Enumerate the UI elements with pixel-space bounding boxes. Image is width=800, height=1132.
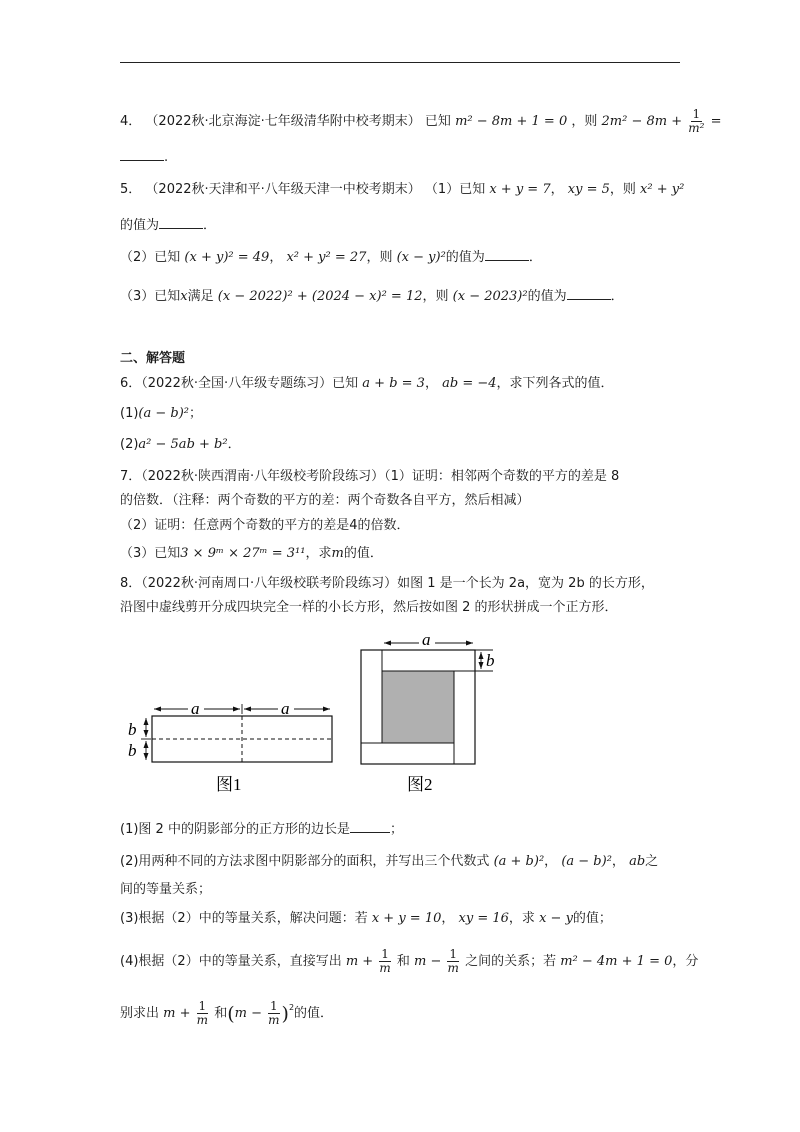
q5-p1-cond2: xy = 5 — [567, 182, 610, 197]
q8-p1-blank — [350, 818, 390, 833]
q5-p2-cond2: x² + y² = 27 — [286, 250, 367, 265]
q4-condition: m² − 8m + 1 = 0 — [455, 114, 568, 129]
q6-line1: 6．（2022秋·全国·八年级专题练习）已知 a + b = 3， ab = −4，求下列各式的值． — [120, 376, 614, 391]
q7-line2: 的倍数．（注释：两个奇数的平方的差：两个奇数各自平方，然后相减） — [120, 493, 530, 508]
q4-number: 4． — [120, 114, 142, 129]
q5-p3-cond: (x − 2022)² + (2024 − x)² = 12 — [217, 289, 423, 304]
fig2-shaded-square — [382, 671, 454, 743]
q8-part3: (3)根据（2）中的等量关系，解决问题：若 x + y = 10， xy = 16，求 x − y的值； — [120, 911, 612, 926]
q8-frac-3: $\frac{1}{m}$ — [196, 999, 209, 1027]
fig2-label-b: b — [486, 651, 495, 670]
q5-p1-cond1: x + y = 7 — [489, 182, 551, 197]
q8-part4: (4)根据（2）中的等量关系，直接写出 m + $\frac{1}{m}$ 和 m − $\frac{1}{m}$ 之间的关系；若 m² − 4m + 1 = 0，分 — [120, 947, 699, 975]
fig2-caption: 图2 — [407, 775, 433, 794]
q8-p3-target: x − y — [539, 911, 573, 926]
q5-p3-target: (x − 2023)² — [452, 289, 528, 304]
figure-1 — [120, 690, 350, 800]
figure-2 — [355, 630, 505, 800]
q7-part3: （3）已知3 × 9ᵐ × 27ᵐ = 3¹¹，求m的值． — [120, 546, 383, 561]
q8-part1: (1)图 2 中的阴影部分的正方形的边长是 ； — [120, 818, 403, 840]
q8-p3-cond1: x + y = 10 — [371, 911, 442, 926]
fig1-label-b-bottom: b — [128, 741, 137, 760]
q5-p1-blank — [159, 214, 203, 229]
q4-fraction: $\frac{1}{\text{m²}}$ — [688, 107, 705, 135]
q4-line2: . — [120, 146, 168, 168]
q5-p3-blank — [567, 285, 611, 300]
q5-p2-cond1: (x + y)² = 49 — [184, 250, 270, 265]
q7-source: （2022秋·陕西渭南·八年级校考阶段练习） — [141, 469, 385, 484]
q5-p1-target: x² + y² — [640, 182, 685, 197]
q8-frac-2: $\frac{1}{m}$ — [447, 947, 459, 975]
q5-number: 5． — [120, 182, 142, 197]
q6-source: （2022秋·全国·八年级专题练习） — [141, 376, 333, 391]
q8-source: （2022秋·河南周口·八年级校联考阶段练习） — [141, 576, 398, 591]
q8-line1: 8．（2022秋·河南周口·八年级校联考阶段练习）如图 1 是一个长为 2a，宽为 2b 的长方形， — [120, 576, 654, 591]
q7-part2: （2）证明：任意两个奇数的平方的差是4的倍数． — [120, 518, 410, 533]
q8-part4-line2: 别求出 m + $\frac{1}{m}$ 和(m − $\frac{1}{m}$ )$^2$的值． — [120, 999, 334, 1027]
q8-line2: 沿图中虚线剪开分成四块完全一样的小长方形，然后按如图 2 的形状拼成一个正方形． — [120, 600, 618, 615]
section-title: 二、解答题 — [120, 351, 186, 366]
q6-part2: (2)a² − 5ab + b²． — [120, 437, 241, 452]
fig1-label-a-right: a — [281, 699, 290, 718]
q5-p2-blank — [485, 246, 529, 261]
q8-part2-line2: 间的等量关系； — [120, 882, 212, 897]
fig1-label-b-top: b — [128, 720, 137, 739]
q8-frac-1: $\frac{1}{m}$ — [379, 947, 391, 975]
q5-line2: 的值为 ． — [120, 214, 216, 236]
header-rule — [120, 62, 680, 63]
q4-expression: 2m² − 8m + — [601, 114, 683, 129]
q5-source: （2022秋·天津和平·八年级天津一中校考期末） — [145, 182, 421, 197]
q6-p1-expr: (a − b)² — [138, 406, 190, 421]
q6-cond2: ab = −4 — [442, 376, 497, 391]
q4-answer-blank — [120, 146, 164, 161]
q5-p2-target: (x − y)² — [396, 250, 446, 265]
q7-number: 7． — [120, 469, 142, 484]
fig1-label-a-left: a — [191, 699, 200, 718]
q8-part2: (2)用两种不同的方法求图中阴影部分的面积，并写出三个代数式 (a + b)²， (a − b)²， ab之 — [120, 854, 659, 869]
q5-part3: （3）已知x满足 (x − 2022)² + (2024 − x)² = 12，则 (x − 2023)²的值为 ． — [120, 285, 624, 307]
q8-number: 8． — [120, 576, 142, 591]
q7-line1: 7．（2022秋·陕西渭南·八年级校考阶段练习）（1）证明：相邻两个奇数的平方的差是 8 — [120, 469, 620, 484]
q4-line1: 4． （2022秋·北京海淀·七年级清华附中校考期末） 已知 m² − 8m + 1 = 0 ，则 2m² − 8m + $\frac{1}{\text{m²}}$ = — [120, 107, 722, 135]
q8-p4-cond: m² − 4m + 1 = 0 — [560, 954, 673, 969]
q6-part1: (1)(a − b)²； — [120, 406, 203, 421]
q5-line1: 5． （2022秋·天津和平·八年级天津一中校考期末） （1）已知 x + y = 7， xy = 5，则 x² + y² — [120, 182, 685, 197]
q8-p2-expr3: ab — [629, 854, 646, 869]
q7-p3-expr: 3 × 9ᵐ × 27ᵐ = 3¹¹ — [180, 546, 306, 561]
q6-p2-expr: a² − 5ab + b² — [138, 437, 228, 452]
q6-number: 6． — [120, 376, 142, 391]
q8-p2-expr2: (a − b)² — [561, 854, 612, 869]
q8-frac-4: $\frac{1}{m}$ — [268, 999, 280, 1027]
q8-p2-expr1: (a + b)² — [493, 854, 545, 869]
q6-cond1: a + b = 3 — [362, 376, 425, 391]
fig2-label-a: a — [422, 630, 431, 649]
q5-part2: （2）已知 (x + y)² = 49， x² + y² = 27，则 (x − y)²的值为 ． — [120, 246, 542, 268]
q8-p3-cond2: xy = 16 — [458, 911, 509, 926]
q4-source: （2022秋·北京海淀·七年级清华附中校考期末） — [145, 114, 421, 129]
fig1-caption: 图1 — [216, 775, 242, 794]
